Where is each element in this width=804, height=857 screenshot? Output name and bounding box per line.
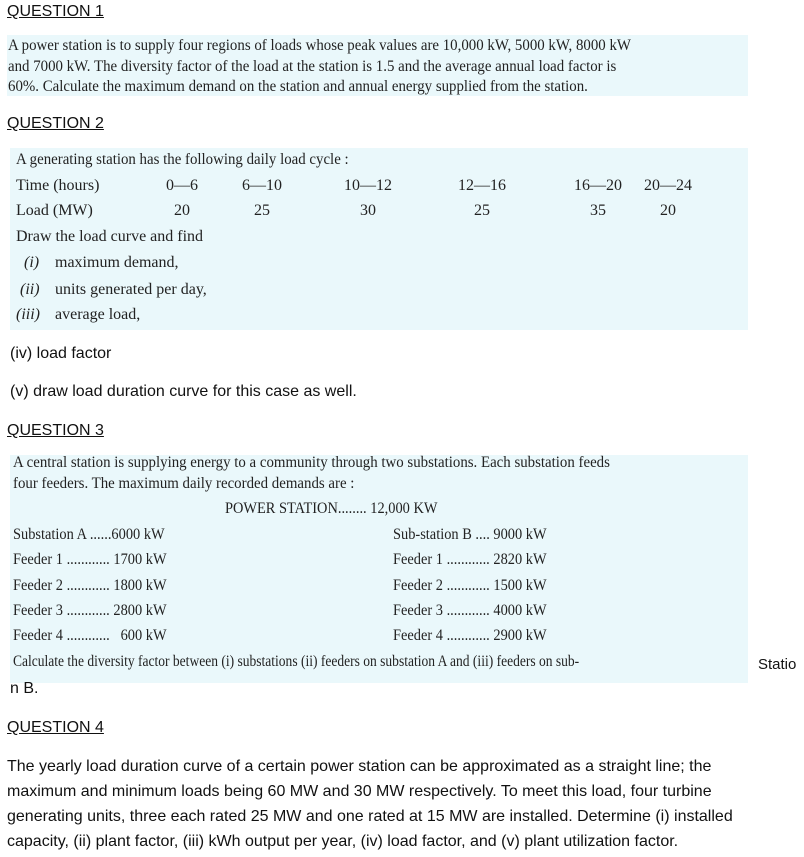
question-2-heading: QUESTION 2 [7,115,104,132]
question-4-line: maximum and minimum loads being 60 MW and 30 MW respectively. To meet this load, four turbine [7,783,712,800]
question-4-line: The yearly load duration curve of a certain power station can be approximated as a straight line; the [7,758,712,775]
item-number: (iii) [16,306,40,323]
question-3-instruction: Calculate the diversity factor between (i) substations (ii) feeders on substation A and (iii) feeders on sub- [13,653,580,670]
item-v: (v) draw load duration curve for this case as well. [10,383,357,400]
question-2-intro: A generating station has the following daily load cycle : [16,151,349,168]
substation-a-row: Feeder 3 ............ 2800 kW [13,602,167,619]
question-1-line: 60%. Calculate the maximum demand on the station and annual energy supplied from the station. [8,78,588,95]
load-cell: 35 [590,202,606,219]
time-label: Time (hours) [16,177,100,194]
question-3-heading: QUESTION 3 [7,422,104,439]
time-cell: 20—24 [644,177,692,194]
substation-b-row: Feeder 2 ............ 1500 kW [393,577,547,594]
question-4-heading: QUESTION 4 [7,719,104,736]
item-text: maximum demand, [55,254,179,271]
load-cell: 20 [660,202,676,219]
question-3-instruction-tail: Statio [758,656,797,673]
substation-a-row: Feeder 4 ............ 600 kW [13,627,167,644]
load-cell: 25 [254,202,270,219]
time-cell: 0—6 [166,177,198,194]
question-1-heading: QUESTION 1 [7,3,104,20]
time-cell: 6—10 [242,177,282,194]
substation-b-row: Feeder 3 ............ 4000 kW [393,602,547,619]
question-3-line: four feeders. The maximum daily recorded demands are : [13,475,355,492]
load-cell: 25 [474,202,490,219]
item-number: (i) [24,254,40,271]
substation-a-row: Feeder 1 ............ 1700 kW [13,551,167,568]
substation-b-row: Sub-station B .... 9000 kW [393,526,547,543]
load-cell: 30 [360,202,376,219]
substation-a-row: Feeder 2 ............ 1800 kW [13,577,167,594]
question-3-line: A central station is supplying energy to a community through two substations. Each substation feeds [13,454,610,471]
substation-b-row: Feeder 1 ............ 2820 kW [393,551,547,568]
power-station-demand: POWER STATION........ 12,000 KW [225,500,438,517]
substation-a-row: Substation A ......6000 kW [13,526,165,543]
load-label: Load (MW) [16,202,93,219]
item-number: (ii) [20,281,40,298]
substation-b-row: Feeder 4 ............ 2900 kW [393,627,547,644]
question-4-line: capacity, (ii) plant factor, (iii) kWh output per year, (iv) load factor, and (v) plant utilization factor. [7,833,679,850]
question-1-line: A power station is to supply four regions of loads whose peak values are 10,000 kW, 5000 kW, 8000 kW [8,37,631,54]
time-cell: 10—12 [344,177,392,194]
question-4-line: generating units, three each rated 25 MW and one rated at 15 MW are installed. Determine (i) installed [7,808,733,825]
item-text: units generated per day, [55,281,207,298]
time-cell: 16—20 [574,177,622,194]
question-3-instruction-wrap: n B. [10,680,39,697]
draw-instruction: Draw the load curve and find [16,228,204,245]
load-cell: 20 [174,202,190,219]
time-cell: 12—16 [458,177,506,194]
item-iv: (iv) load factor [10,345,112,362]
question-1-line: and 7000 kW. The diversity factor of the load at the station is 1.5 and the average annual load factor is [8,58,617,75]
item-text: average load, [55,306,141,323]
